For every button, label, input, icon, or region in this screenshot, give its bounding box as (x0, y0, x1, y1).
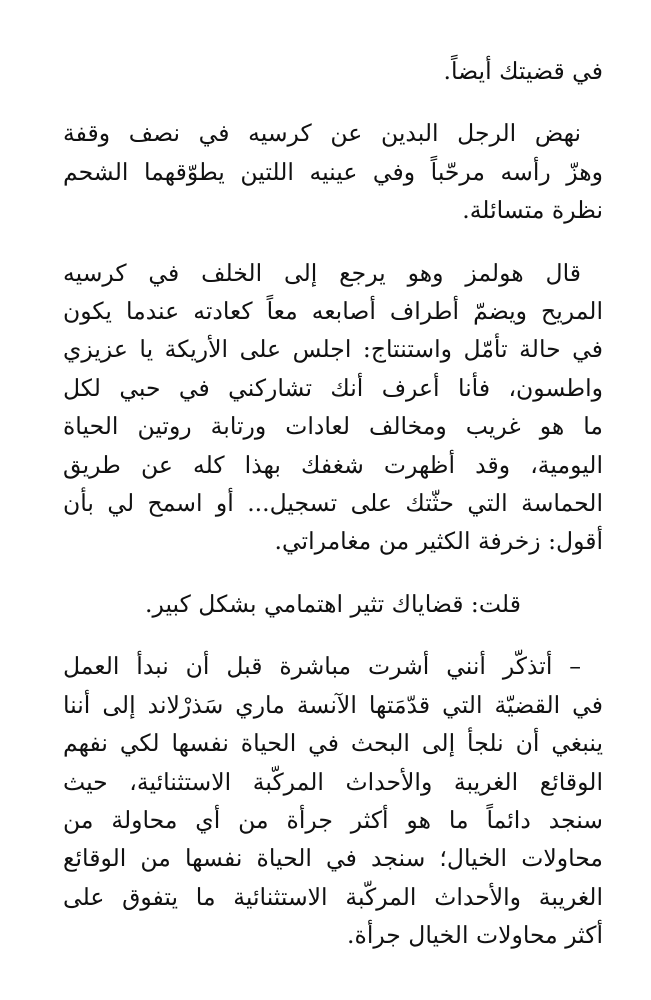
paragraph-gap (63, 230, 603, 254)
text-line: أكثر محاولات الخيال جرأة. (347, 921, 603, 950)
text-line: قلت: قضاياك تثير اهتمامي بشكل كبير. (145, 589, 521, 618)
text-line: المريح ويضمّ أطراف أصابعه معاً كعادته عندما يكون (63, 297, 603, 326)
paragraph-holmes-speech (63, 254, 603, 561)
text-line: اليومية، وقد أظهرت شغفك بهذا كله عن طريق (63, 450, 603, 479)
text-line: في حالة تأمّل واستنتاج: اجلس على الأريكة يا عزيزي (63, 335, 603, 364)
paragraph-reply (63, 585, 603, 623)
text-line: قال هولمز وهو يرجع إلى الخلف في كرسيه (63, 258, 581, 287)
text-line: نهض الرجل البدين عن كرسيه في نصف وقفة (63, 119, 581, 148)
text-line: في القضيّة التي قدّمَتها الآنسة ماري سَذرْلاند إلى أننا (63, 690, 603, 719)
text-line: سنجد دائماً ما هو أكثر جرأة من أي محاولة من (63, 805, 603, 834)
text-line: نظرة متسائلة. (462, 196, 603, 225)
paragraph-gap (63, 90, 603, 114)
paragraph-gap (63, 623, 603, 647)
text-line: في قضيتك أيضاً. (443, 57, 603, 85)
text-line: – أتذكّر أنني أشرت مباشرة قبل أن نبدأ العمل (63, 652, 581, 681)
text-line: ما هو غريب ومخالف لعادات ورتابة روتين الحياة (63, 412, 603, 441)
text-line: أقول: زخرفة الكثير من مغامراتي. (274, 527, 603, 556)
book-page (63, 52, 603, 955)
text-line: واطسون، فأنا أعرف أنك تشاركني في حبي لكل (63, 373, 603, 402)
text-line: محاولات الخيال؛ سنجد في الحياة نفسها من الوقائع (63, 844, 603, 873)
paragraph-holmes-recall (63, 647, 603, 954)
text-line: الحماسة التي حثّتك على تسجيل... أو اسمح لي بأن (63, 489, 603, 518)
paragraph-gap (63, 561, 603, 585)
text-line: الوقائع الغريبة والأحداث المركّبة الاستثنائية، حيث (63, 767, 603, 796)
paragraph-fat-man (63, 114, 603, 229)
text-line: ينبغي أن نلجأ إلى البحث في الحياة نفسها لكي نفهم (63, 729, 603, 758)
text-line: وهزّ رأسه مرحّباً وفي عينيه اللتين يطوّقهما الشحم (63, 157, 603, 186)
paragraph-continuation (63, 52, 603, 90)
text-line: الغريبة والأحداث المركّبة الاستثنائية ما يتفوق على (63, 882, 603, 911)
